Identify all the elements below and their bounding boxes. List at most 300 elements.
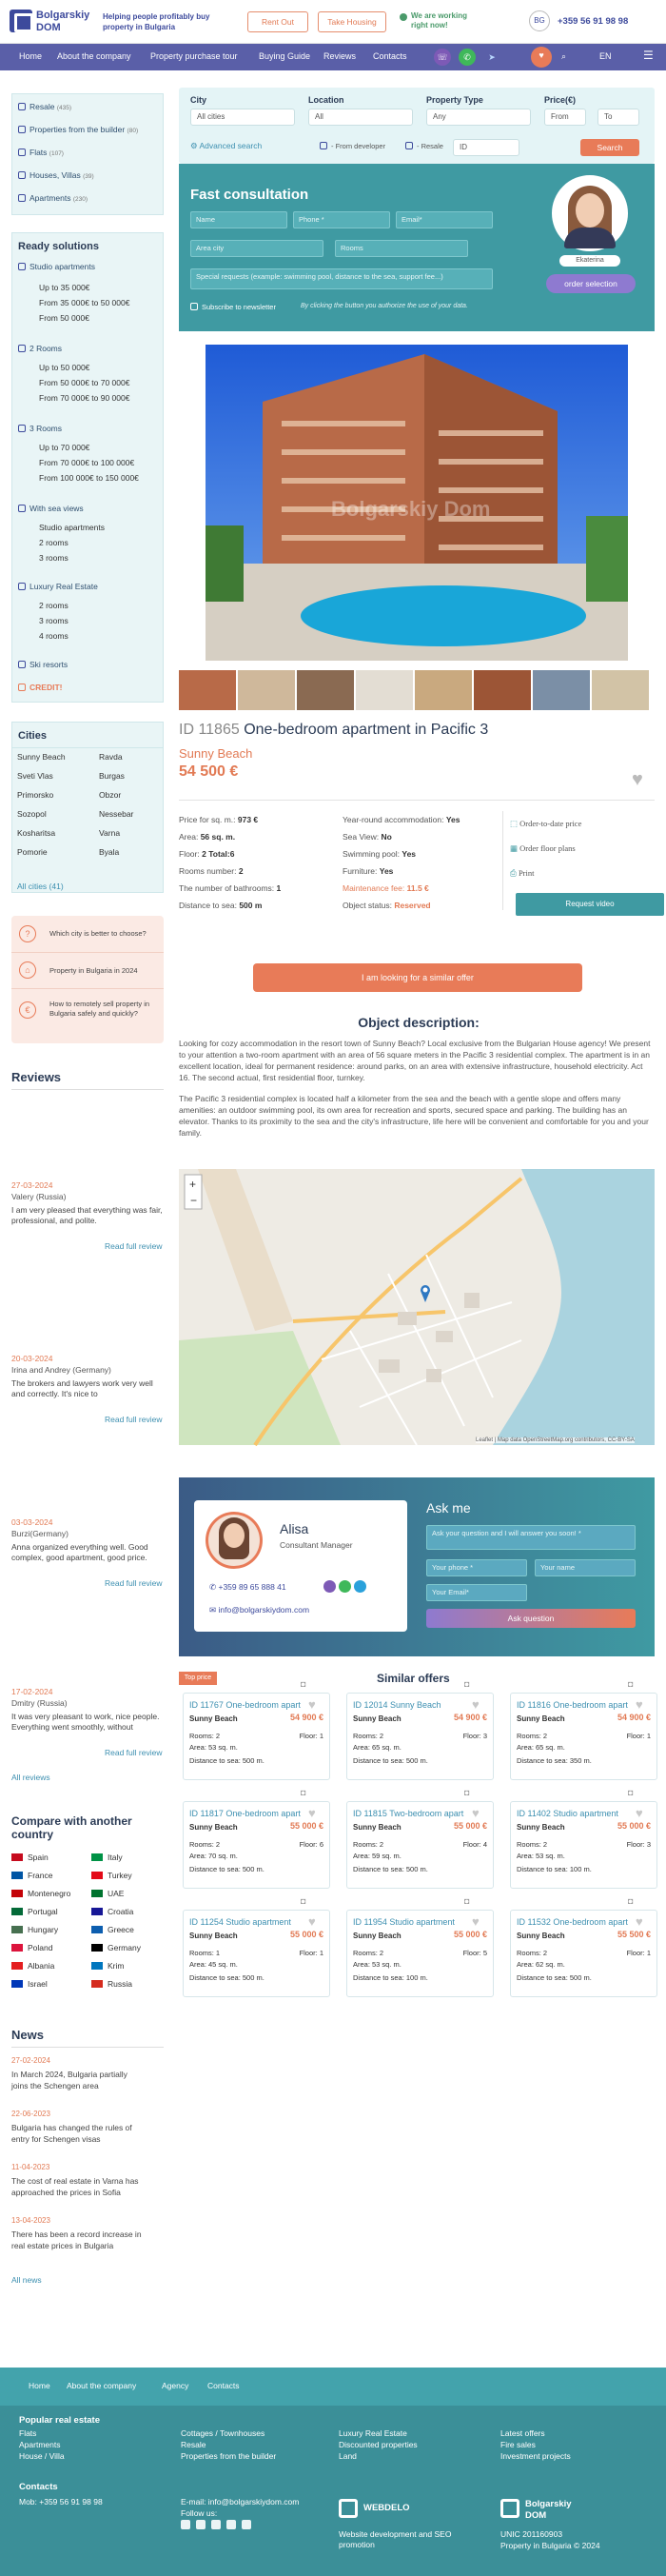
site-header [0,0,666,44]
agreement-text: By clicking the button you authorize the use of your data. [301,303,468,309]
footer-email[interactable]: E-mail: info@bolgarskiydom.com [181,2497,300,2507]
flat-icon [18,149,26,156]
luxury-icon [18,583,26,590]
request-video-button[interactable]: Request video [516,893,664,916]
footer-home[interactable]: Home [29,2381,50,2390]
country-link[interactable]: Krim [91,1961,124,1971]
detail-row: Sea View: No [343,832,392,842]
offer-card[interactable] [346,1801,494,1889]
webdelo-name[interactable]: WEBDELO [363,2503,410,2513]
offer-title[interactable]: ID 11817 One-bedroom apart [189,1809,301,1818]
offer-distance: Distance to sea: 500 m. [353,1865,428,1873]
offer-distance: Distance to sea: 500 m. [189,1865,264,1873]
offer-rooms: Rooms: 2 [353,1732,384,1740]
nav-tour[interactable]: Property purchase tour [150,51,238,61]
offer-area: Area: 62 sq. m. [517,1960,565,1969]
favorite-heart-icon[interactable]: ♥ [472,1697,480,1712]
nav-about[interactable]: About the company [57,51,131,61]
thumbnail[interactable] [238,670,295,710]
ski-icon [18,661,26,668]
take-housing-button[interactable]: Take Housing [318,11,386,32]
footer-contacts-title: Contacts [19,2482,58,2492]
menu-icon[interactable]: ☰ [643,49,654,62]
news-link[interactable]: In March 2024, Bulgaria partially joins the Schengen area [11,2070,127,2091]
footer-about[interactable]: About the company [67,2381,137,2390]
country-link[interactable]: Spain [11,1853,49,1862]
favorite-heart-icon[interactable]: ♥ [308,1806,316,1820]
webdelo-logo-icon [339,2499,358,2518]
country-link[interactable]: Hungary [11,1925,58,1934]
group-studio[interactable]: Studio apartments [18,262,95,271]
city-link[interactable]: Primorsko [17,790,54,800]
category-apartments[interactable]: Apartments (230) [18,193,88,203]
country-link[interactable]: Israel [11,1979,48,1989]
flag-icon [91,1926,103,1933]
developer-checkbox[interactable]: - From developer [320,142,385,150]
offer-floor: Floor: 5 [462,1949,487,1957]
description-para-2: The Pacific 3 residential complex is located half a kilometer from the sea and the beach with a gentle slope and offers many amenities: an outdoor swimming pool, its own area for recreation and sports, secured space and parking. The building has an elevator. Thanks to its proximity to the sea and the city's infrastructure, life here will be convenient and comfortable for you and your family. [179,1094,649,1138]
offer-card[interactable] [183,1693,330,1780]
footer-phone[interactable]: Mob: +359 56 91 98 98 [19,2497,103,2507]
footer-link[interactable]: Apartments [19,2440,61,2449]
footer-follow: Follow us: [181,2508,218,2518]
price-from-input[interactable]: From [544,109,586,126]
country-link[interactable]: Turkey [91,1871,132,1880]
favorite-heart-icon[interactable]: ♥ [636,1806,643,1820]
flag-icon [11,1926,23,1933]
sell-icon: € [19,1001,36,1019]
offer-title[interactable]: ID 11815 Two-bedroom apart [353,1809,464,1818]
filter-link[interactable]: From 50 000€ [39,313,89,323]
filter-link[interactable]: From 50 000€ to 70 000€ [39,378,130,387]
offer-rooms: Rooms: 2 [189,1732,221,1740]
divider [502,811,503,910]
instagram-icon[interactable] [226,2520,236,2529]
resale-checkbox[interactable]: - Resale [405,142,443,150]
language-switch[interactable]: BG [529,10,550,31]
filter-link[interactable]: Studio apartments [39,523,105,532]
city-link[interactable]: Sunny Beach [17,752,66,762]
filter-link[interactable]: Up to 70 000€ [39,443,90,452]
offer-card[interactable] [510,1801,657,1889]
favorite-heart-icon[interactable]: ♥ [632,769,643,790]
ask-me-panel [179,1477,655,1656]
article-link[interactable]: Which city is better to choose? [49,929,147,938]
news-title: News [11,2028,44,2042]
ready-solutions-title: Ready solutions [18,241,99,252]
thumbnail[interactable] [297,670,354,710]
news-link[interactable]: Bulgaria has changed the rules of entry for Schengen visas [11,2123,132,2144]
detail-row: Price for sq. m.: 973 € [179,815,259,824]
type-select[interactable]: Any [426,109,531,126]
group-sea-views[interactable]: With sea views [18,504,84,513]
filter-link[interactable]: From 35 000€ to 50 000€ [39,298,130,307]
read-review-link[interactable]: Read full review [105,1748,163,1757]
photo-watermark: Bolgarskiy Dom [331,497,491,521]
agent-face [576,193,604,228]
offer-title[interactable]: ID 11816 One-bedroom apart [517,1700,628,1710]
price-to-input[interactable]: To [597,109,639,126]
all-cities-link[interactable]: All cities (41) [17,882,64,891]
news-date: 22-06-2023 [11,2110,50,2118]
manager-phone[interactable]: ✆ +359 89 65 888 41 [209,1582,286,1592]
city-link[interactable]: Sozopol [17,809,47,819]
order-selection-button[interactable]: order selection [546,274,636,293]
review-date: 20-03-2024 [11,1354,53,1363]
consultation-title: Fast consultation [190,187,309,203]
similar-offer-button[interactable]: I am looking for a similar offer [253,963,582,992]
city-link[interactable]: Burgas [99,771,125,781]
category-resale[interactable]: Resale (435) [18,102,71,111]
favorite-heart-icon[interactable]: ♥ [472,1806,480,1820]
article-link[interactable]: Property in Bulgaria in 2024 [49,966,138,975]
rooms-select[interactable]: Rooms [335,240,468,257]
price-label: Price(€) [544,95,577,105]
city-select[interactable]: All cities [190,109,295,126]
filter-link[interactable]: From 70 000€ to 100 000€ [39,458,135,467]
country-link[interactable]: Russia [91,1979,132,1989]
reviews-title: Reviews [11,1070,62,1084]
footer-unic: UNIC 201160903 [500,2529,563,2539]
floor-plans-link[interactable]: ▦ Order floor plans [510,843,576,853]
footer-agency[interactable]: Agency [162,2381,189,2390]
offer-price: 55 000 € [289,1930,323,1939]
nav-contacts[interactable]: Contacts [373,51,407,61]
offer-price: 55 000 € [617,1821,651,1831]
offer-price: 55 000 € [453,1930,487,1939]
name-field[interactable]: Name [190,211,287,228]
logo[interactable]: Bolgarskiy DOM [10,8,100,36]
twitter-icon[interactable] [196,2520,206,2529]
thumbnail[interactable] [474,670,531,710]
manager-email[interactable]: ✉ info@bolgarskiydom.com [209,1605,310,1615]
favorite-heart-icon[interactable]: ♥ [308,1914,316,1929]
search-panel [179,88,655,164]
favorite-heart-icon[interactable]: ♥ [308,1697,316,1712]
flag-icon [11,1908,23,1915]
search-icon[interactable]: ⌕ [561,51,567,61]
group-2rooms[interactable]: 2 Rooms [18,344,62,353]
ask-phone-field[interactable]: Your phone * [426,1559,527,1576]
category-flats[interactable]: Flats (107) [18,148,64,157]
news-link[interactable]: There has been a record increase in real estate prices in Bulgaria [11,2229,142,2250]
subscribe-checkbox[interactable]: Subscribe to newsletter [190,303,276,311]
flag-icon [91,1962,103,1970]
city-link[interactable]: Byala [99,847,120,857]
review-author: Dmitry (Russia) [11,1698,68,1708]
webdelo-text: Website development and SEO promotion [339,2529,452,2549]
country-link[interactable]: Germany [91,1943,141,1952]
agent-body [564,228,616,248]
detail-row: Object status: Reserved [343,901,431,910]
news-link[interactable]: The cost of real estate in Varna has approached the prices in Sofia [11,2176,139,2197]
footer-link[interactable]: Fire sales [500,2440,536,2449]
nav-home[interactable]: Home [19,51,43,61]
camera-icon: ◘ [628,1679,634,1689]
footer-link[interactable]: Properties from the builder [181,2451,277,2461]
filter-link[interactable]: 2 rooms [39,601,69,610]
location-select[interactable]: All [308,109,413,126]
checkbox-icon [405,142,413,149]
offer-distance: Distance to sea: 500 m. [189,1973,264,1982]
city-label: City [190,95,207,105]
city-link[interactable]: Kosharitsa [17,828,56,838]
country-link[interactable]: UAE [91,1889,124,1898]
flag-icon [11,1853,23,1861]
credit-icon [18,684,26,691]
offer-card[interactable] [183,1910,330,1997]
nav-reviews[interactable]: Reviews [323,51,357,61]
property-icon: ⌂ [19,961,36,979]
advanced-search-link[interactable]: ⚙ Advanced search [190,141,263,150]
filter-link[interactable]: From 70 000€ to 90 000€ [39,393,130,403]
footer-link[interactable]: Flats [19,2428,37,2438]
camera-icon: ◘ [301,1788,306,1797]
category-houses[interactable]: Houses, Villas (39) [18,170,94,180]
group-3rooms[interactable]: 3 Rooms [18,424,62,433]
offer-distance: Distance to sea: 350 m. [517,1756,592,1765]
country-link[interactable]: France [11,1871,52,1880]
offer-floor: Floor: 3 [626,1840,651,1849]
offer-title[interactable]: ID 11954 Studio apartment [353,1917,455,1927]
divider [11,988,164,989]
nav-lang[interactable]: EN [599,51,612,61]
credit-link[interactable]: CREDIT! [18,683,62,692]
footer-link[interactable]: Latest offers [500,2428,545,2438]
read-review-link[interactable]: Read full review [105,1578,163,1588]
logo-mark-icon [10,10,32,32]
filter-link[interactable]: 4 rooms [39,631,69,641]
footer-link[interactable]: Luxury Real Estate [339,2428,407,2438]
offer-area: Area: 53 sq. m. [517,1852,565,1860]
footer-link[interactable]: Land [339,2451,357,2461]
city-link[interactable]: Varna [99,828,121,838]
offer-floor: Floor: 1 [626,1732,651,1740]
filter-link[interactable]: 3 rooms [39,616,69,625]
vk-icon[interactable] [211,2520,221,2529]
category-builder[interactable]: Properties from the builder (80) [18,125,138,134]
header-phone[interactable]: +359 56 91 98 98 [558,16,629,27]
offer-city: Sunny Beach [517,1823,565,1832]
favorite-heart-icon[interactable]: ♥ [472,1914,480,1929]
listing-city: Sunny Beach [179,746,253,761]
camera-icon: ◘ [628,1896,634,1906]
phone-field[interactable]: Phone * [293,211,390,228]
country-link[interactable]: Croatia [91,1907,133,1916]
plan-icon: ▦ [510,843,520,853]
offer-city: Sunny Beach [353,1714,402,1723]
offer-title[interactable]: ID 11254 Studio apartment [189,1917,291,1927]
mail-icon: ✉ [209,1605,219,1615]
group-luxury[interactable]: Luxury Real Estate [18,582,98,591]
offer-area: Area: 53 sq. m. [353,1960,402,1969]
request-field[interactable]: Special requests (example: swimming pool, distance to the sea, support fee...) [190,268,493,289]
area-select[interactable]: Area city [190,240,323,257]
country-link[interactable]: Montenegro [11,1889,70,1898]
offer-area: Area: 65 sq. m. [517,1743,565,1752]
filter-link[interactable]: Up to 50 000€ [39,363,90,372]
ask-email-field[interactable]: Your Email* [426,1584,527,1601]
camera-icon: ◘ [628,1788,634,1797]
flag-icon [11,1980,23,1988]
flag-icon [11,1872,23,1879]
thumbnail[interactable] [592,670,649,710]
rooms-icon [18,345,26,352]
divider [11,1089,164,1090]
offer-title[interactable]: ID 11767 One-bedroom apart [189,1700,301,1710]
thumbnail[interactable] [356,670,413,710]
search-button[interactable]: Search [580,139,639,156]
country-link[interactable]: Portugal [11,1907,58,1916]
checkbox-icon [320,142,327,149]
listing-price: 54 500 € [179,763,239,780]
offer-distance: Distance to sea: 500 m. [189,1756,264,1765]
review-author: Valery (Russia) [11,1192,67,1201]
ski-resorts-link[interactable]: Ski resorts [18,660,68,669]
offer-rooms: Rooms: 2 [353,1949,384,1957]
thumbnail[interactable] [415,670,472,710]
filter-link[interactable]: Up to 35 000€ [39,283,90,292]
building-icon [18,126,26,133]
all-reviews-link[interactable]: All reviews [11,1773,50,1782]
read-review-link[interactable]: Read full review [105,1241,163,1251]
rent-out-button[interactable]: Rent Out [247,11,308,32]
facebook-icon[interactable] [181,2520,190,2529]
offer-city: Sunny Beach [189,1823,238,1832]
offer-price: 54 900 € [617,1713,651,1722]
offer-price: 55 000 € [289,1821,323,1831]
review-date: 03-03-2024 [11,1517,53,1527]
favorites-heart-icon[interactable]: ♥ [531,47,552,68]
footer-link[interactable]: House / Villa [19,2451,65,2461]
city-link[interactable]: Sveti Vlas [17,771,53,781]
house-icon [18,171,26,179]
agent-name: Ekaterina [559,255,620,267]
footer-logo-line2: DOM [525,2510,547,2521]
city-link[interactable]: Nessebar [99,809,134,819]
offer-card[interactable] [510,1693,657,1780]
news-date: 13-04-2023 [11,2216,50,2225]
viber-icon[interactable]: ☏ [434,49,451,66]
city-link[interactable]: Ravda [99,752,123,762]
article-link[interactable]: How to remotely sell property in Bulgaria safely and quickly? [49,1000,150,1018]
offer-card[interactable] [510,1910,657,1997]
offer-floor: Floor: 1 [299,1732,323,1740]
review-date: 27-03-2024 [11,1180,53,1190]
question-field[interactable]: Ask your question and I will answer you soon! * [426,1525,636,1550]
manager-name: Alisa [280,1521,309,1536]
flag-icon [91,1944,103,1952]
offer-distance: Distance to sea: 500 m. [517,1973,592,1982]
thumbnail[interactable] [179,670,236,710]
offer-card[interactable] [183,1801,330,1889]
location-map[interactable] [179,1169,655,1445]
camera-icon: ◘ [464,1679,470,1689]
print-link[interactable]: ⎙ Print [510,868,535,878]
offer-title[interactable]: ID 12014 Sunny Beach [353,1700,441,1710]
favorite-heart-icon[interactable]: ♥ [636,1697,643,1712]
viber-icon[interactable] [323,1580,336,1593]
whatsapp-icon[interactable] [339,1580,351,1593]
description-title: Object description: [358,1015,480,1030]
offer-area: Area: 45 sq. m. [189,1960,238,1969]
map-attribution: Leaflet | Map data OpenStreetMap.org contributors, CC-BY-SA [476,1437,635,1443]
offer-rooms: Rooms: 2 [517,1949,548,1957]
footer-link[interactable]: Cottages / Townhouses [181,2428,265,2438]
filter-link[interactable]: From 100 000€ to 150 000€ [39,473,139,483]
detail-row: Distance to sea: 500 m [179,901,263,910]
studio-icon [18,263,26,270]
favorite-heart-icon[interactable]: ♥ [636,1914,643,1929]
country-link[interactable]: Albania [11,1961,54,1971]
camera-icon: ◘ [301,1896,306,1906]
footer-link[interactable]: Discounted properties [339,2440,418,2449]
city-link[interactable]: Obzor [99,790,122,800]
order-price-link[interactable]: ⬚ Order-to-date price [510,819,582,828]
country-link[interactable]: Italy [91,1853,123,1862]
email-field[interactable]: Email* [396,211,493,228]
country-link[interactable]: Greece [91,1925,134,1934]
nav-guide[interactable]: Buying Guide [259,51,311,61]
offer-price: 54 900 € [453,1713,487,1722]
filter-link[interactable]: 2 rooms [39,538,69,547]
footer-contacts[interactable]: Contacts [207,2381,240,2390]
offer-floor: Floor: 1 [299,1949,323,1957]
all-news-link[interactable]: All news [11,2275,42,2285]
offer-rooms: Rooms: 2 [353,1840,384,1849]
offer-distance: Distance to sea: 100 m. [517,1865,592,1873]
detail-row: Floor: 2 Total:6 [179,849,235,859]
consultation-form [179,164,655,331]
telegram-icon[interactable]: ➤ [488,52,496,62]
footer-logo-line1: Bolgarskiy [525,2499,572,2509]
offer-title[interactable]: ID 11532 One-bedroom apart [517,1917,628,1927]
detail-row: Swimming pool: Yes [343,849,417,859]
divider [11,2047,164,2048]
country-link[interactable]: Poland [11,1943,52,1952]
telegram-icon[interactable] [354,1580,366,1593]
flag-icon [91,1980,103,1988]
checkbox-icon [190,303,198,310]
flag-icon [91,1853,103,1861]
footer-copyright: Property in Bulgaria © 2024 [500,2541,600,2550]
id-input[interactable]: ID [453,139,519,156]
footer-link[interactable]: Investment projects [500,2451,571,2461]
ask-name-field[interactable]: Your name [535,1559,636,1576]
top-price-badge: Top price [179,1672,217,1685]
offer-card[interactable] [346,1910,494,1997]
apartment-icon [18,194,26,202]
ask-question-button[interactable]: Ask question [426,1609,636,1628]
read-review-link[interactable]: Read full review [105,1415,163,1424]
flag-icon [91,1872,103,1879]
offer-price: 55 000 € [453,1821,487,1831]
whatsapp-icon[interactable]: ✆ [459,49,476,66]
offer-city: Sunny Beach [517,1932,565,1940]
youtube-icon[interactable] [242,2520,251,2529]
footer-link[interactable]: Resale [181,2440,206,2449]
offer-floor: Floor: 3 [462,1732,487,1740]
city-link[interactable]: Pomorie [17,847,48,857]
flag-icon [11,1890,23,1897]
detail-row: The number of bathrooms: 1 [179,883,282,893]
offer-title[interactable]: ID 11402 Studio apartment [517,1809,618,1818]
offer-city: Sunny Beach [517,1714,565,1723]
filter-link[interactable]: 3 rooms [39,553,69,563]
thumbnail[interactable] [533,670,590,710]
offer-card[interactable] [346,1693,494,1780]
review-author: Irina and Andrey (Germany) [11,1365,111,1375]
